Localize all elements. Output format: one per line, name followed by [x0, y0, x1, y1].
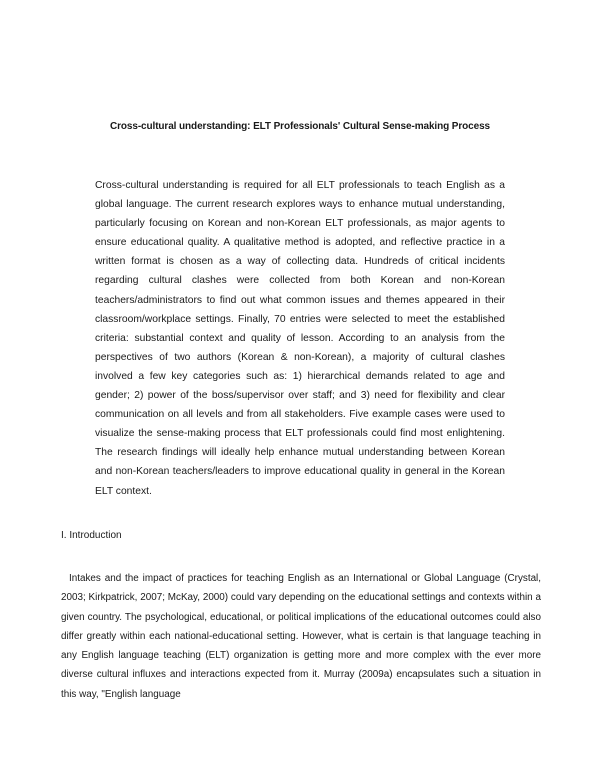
introduction-paragraph: Intakes and the impact of practices for teaching English as an International or Global Language (Crystal, 2003; Kirkpatrick, 2007; McKay, 2000) could vary depending on the educational settings and contexts within a given country. The psychological, educational, or political implications of the educational outcomes could also differ greatly within each national-educational setting. However, what is certain is that language teaching in any English language teaching (ELT) organization is getting more and more complex with the ever more diverse cultural influxes and interactions expected from it. Murray (2009a) encapsulates such a situation in this way, "English language	[61, 573, 541, 700]
section-heading-introduction: I. Introduction	[61, 530, 122, 541]
paper-title: Cross-cultural understanding: ELT Professionals' Cultural Sense-making Process	[109, 121, 491, 132]
abstract-paragraph: Cross-cultural understanding is required for all ELT professionals to teach English as a global language. The current research explores ways to enhance mutual understanding, particularly focusing on Korean and non-Korean ELT professionals, as major agents to ensure educational quality. A qualitative method is adopted, and reflective practice in a written format is chosen as a way of collecting data. Hundreds of critical incidents regarding cultural clashes were collected from both Korean and non-Korean teachers/administrators to find out what common issues and themes appeared in their classroom/workplace settings. Finally, 70 entries were selected to meet the established criteria: substantial context and quality of lesson. According to an analysis from the perspectives of two authors (Korean & non-Korean), a majority of cultural clashes involved a few key categories such as: 1) hierarchical demands related to age and gender; 2) power of the boss/supervisor over staff; and 3) need for flexibility and clear communication on all levels and from all stakeholders. Five example cases were used to visualize the sense-making process that ELT professionals could find most enlightening. The research findings will ideally help enhance mutual understanding between Korean and non-Korean teachers/leaders to improve educational quality in general in the Korean ELT context.	[95, 180, 505, 497]
